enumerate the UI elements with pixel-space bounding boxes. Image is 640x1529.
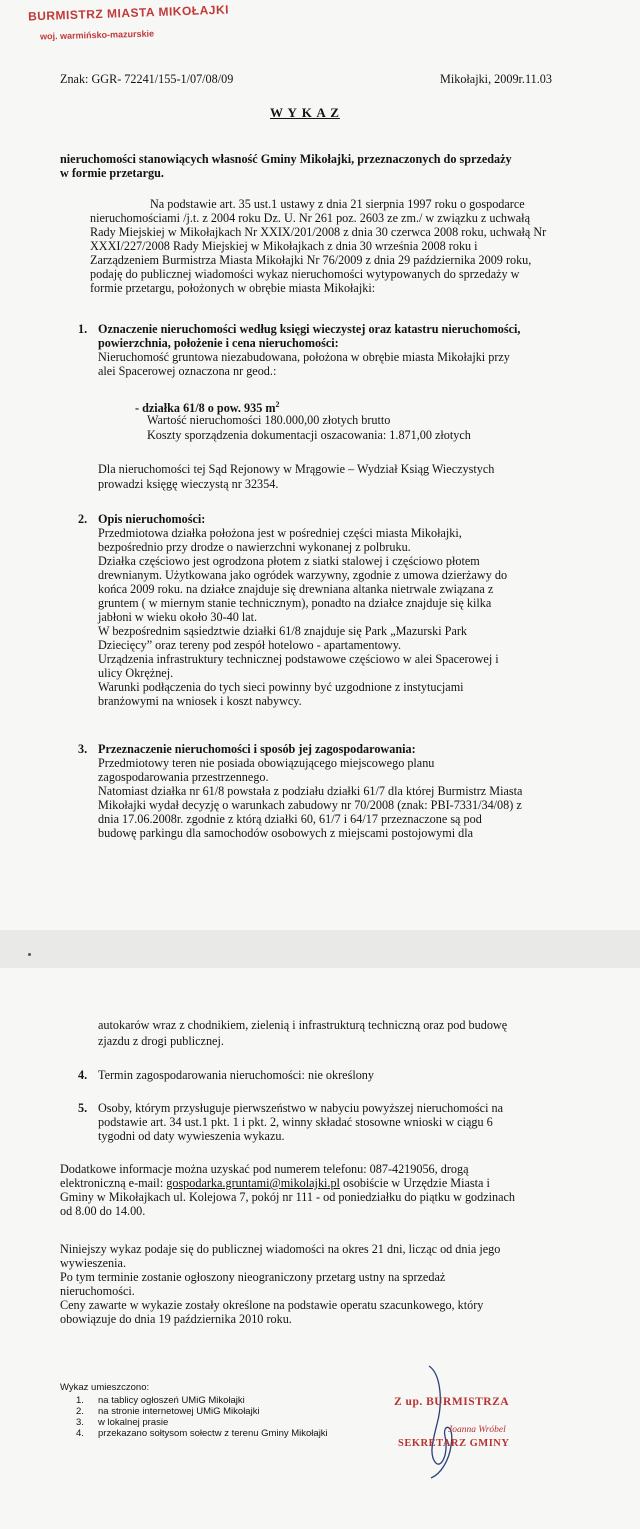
- contact-text: elektroniczną e-mail:: [60, 1176, 167, 1190]
- document-title: W Y K A Z: [270, 105, 340, 120]
- intro-line: nieruchomościami /j.t. z 2004 roku Dz. U. Nr 261 poz. 2603 ze zm./ w związku z uchwałą: [90, 211, 530, 225]
- contact-line: Dodatkowe informacje można uzyskać pod numerem telefonu: 087-4219056, drogą: [60, 1162, 469, 1176]
- contact-line: od 8.00 do 14.00.: [60, 1204, 146, 1218]
- section-3-heading: Przeznaczenie nieruchomości i sposób jej zagospodarowania:: [98, 742, 416, 756]
- section-1-line: Nieruchomość gruntowa niezabudowana, położona w obrębie miasta Mikołajki przy: [98, 350, 510, 364]
- section-2-line: gruntem ( w miernym stanie technicznym), ponadto na działce znajduje się kilka: [98, 596, 492, 610]
- land-register-line: Dla nieruchomości tej Sąd Rejonowy w Mrągowie – Wydział Ksiąg Wieczystych: [98, 462, 495, 476]
- section-1-line: alei Spacerowej oznaczona nr geod.:: [98, 364, 277, 378]
- section-3-line: Mikołajki wydał decyzję o warunkach zabudowy nr 70/2008 (znak: PBI-7331/34/08) z: [98, 798, 522, 812]
- section-2-line: Przedmiotowa działka położona jest w pośredniej części miasta Mikołajki,: [98, 526, 462, 540]
- section-2-line: branżowymi na wniosek i koszt nabywcy.: [98, 694, 302, 708]
- closing-line: obowiązuje do dnia 19 października 2010 roku.: [60, 1312, 292, 1326]
- section-2-heading: Opis nieruchomości:: [98, 512, 206, 526]
- intro-line: Zarządzeniem Burmistrza Miasta Mikołajki Nr 76/2009 z dnia 29 października 2009 roku,: [90, 253, 532, 267]
- section-5-line: Osoby, którym przysługuje pierwszeństwo w nabyciu powyższej nieruchomości na: [98, 1101, 504, 1115]
- superscript: 2: [275, 400, 280, 409]
- section-2-line: ulicy Okrężnej.: [98, 666, 174, 680]
- land-register-line: prowadzi księgę wieczystą nr 32354.: [98, 477, 279, 491]
- section-2-number: 2.: [78, 512, 88, 526]
- placement-item: [60, 1406, 380, 1417]
- contact-line: Gminy w Mikołajkach ul. Kolejowa 7, pokój nr 111 - od poniedziałku do piątku w godzinach: [60, 1190, 516, 1204]
- placement-heading: Wykaz umieszczono:: [60, 1382, 150, 1393]
- section-1-number: 1.: [78, 322, 88, 336]
- signature-line-1: Z up. BURMISTRZA: [394, 1396, 510, 1408]
- placement-item: [60, 1428, 380, 1439]
- placement-item: [60, 1395, 380, 1406]
- property-value: Wartość nieruchomości 180.000,00 złotych brutto: [147, 413, 391, 427]
- intro-line: XXXI/227/2008 Rady Miejskiej w Mikołajkach z dnia 30 września 2008 roku i: [90, 239, 478, 253]
- section-2-line: Dziecięcy” oraz tereny pod zespół hotelowo - apartamentowy.: [98, 638, 402, 652]
- placement-item-number: 2.: [76, 1406, 84, 1417]
- subtitle: [60, 152, 580, 180]
- closing-line: Ceny zawarte w wykazie zostały określone na podstawie operatu szacunkowego, który: [60, 1298, 484, 1312]
- section-3-line: zjazdu z drogi publicznej.: [98, 1034, 224, 1048]
- section-3-line: Przedmiotowy teren nie posiada obowiązującego miejscowego planu: [98, 756, 435, 770]
- closing-line: Po tym terminie zostanie ogłoszony nieograniczony przetarg ustny na sprzedaż: [60, 1270, 446, 1284]
- section-3-number: 3.: [78, 742, 88, 756]
- intro-line: Na podstawie art. 35 ust.1 ustawy z dnia 21 sierpnia 1997 roku o gospodarce: [150, 197, 525, 211]
- section-3-line: budowę parkingu dla samochodów osobowych z miejscami postojowymi dla: [98, 826, 474, 840]
- intro-line: formie przetargu, położonych w obrębie miasta Mikołajki:: [90, 281, 376, 295]
- section-2: [98, 512, 588, 708]
- contact-info: [60, 1162, 590, 1218]
- signature-title: SEKRETARZ GMINY: [398, 1438, 510, 1449]
- email-link[interactable]: gospodarka.gruntami@mikolajki.pl: [166, 1176, 340, 1190]
- intro-line: Rady Miejskiej w Mikołajkach Nr XXIX/201/2008 z dnia 30 czerwca 2008 roku, uchwałą Nr: [90, 225, 547, 239]
- section-5-number: 5.: [78, 1101, 88, 1115]
- contact-text: osobiście w Urzędzie Miasta i: [339, 1176, 490, 1190]
- signature-name: Joanna Wróbel: [448, 1425, 506, 1435]
- section-4-text: Termin zagospodarowania nieruchomości: nie określony: [98, 1068, 374, 1082]
- section-5-line: podstawie art. 34 ust.1 pkt. 1 i pkt. 2, winny składać stosowne wnioski w ciągu 6: [98, 1115, 493, 1129]
- document-date: Mikołajki, 2009r.11.03: [440, 72, 552, 86]
- section-1-heading: Oznaczenie nieruchomości według księgi wieczystej oraz katastru nieruchomości,: [98, 322, 521, 336]
- subtitle-line: nieruchomości stanowiących własność Gminy Mikołajki, przeznaczonych do sprzedaży: [60, 152, 512, 166]
- section-5: [98, 1101, 588, 1143]
- contact-line: [60, 1176, 590, 1190]
- section-2-line: Działka częściowo jest ogrodzona płotem z siatki stalowej i częściowo płotem: [98, 554, 480, 568]
- section-1-heading: powierzchnia, położenie i cena nieruchomości:: [98, 336, 339, 350]
- closing-notes: [60, 1242, 590, 1326]
- section-2-line: końca 2009 roku. na działce znajduje się drewniana altanka nietrwale związana z: [98, 582, 494, 596]
- office-stamp-line2: woj. warmińsko-mazurskie: [39, 28, 155, 42]
- closing-line: wywieszenia.: [60, 1256, 126, 1270]
- section-3-line: autokarów wraz z chodnikiem, zielenią i infrastrukturą techniczną oraz pod budowę: [98, 1018, 508, 1032]
- section-2-line: Urządzenia infrastruktury technicznej podstawowe częściowo w alei Spacerowej i: [98, 652, 499, 666]
- reference-number: Znak: GGR- 72241/155-1/07/08/09: [60, 72, 234, 86]
- section-3-line: dnia 17.06.2008r. zgodnie z którą działki 60, 61/7 i 64/17 przeznaczone są pod: [98, 812, 482, 826]
- subtitle-line: w formie przetargu.: [60, 166, 164, 180]
- placement-item-text: na tablicy ogłoszeń UMiG Mikołajki: [98, 1395, 245, 1406]
- section-2-line: W bezpośrednim sąsiedztwie działki 61/8 znajduje się Park „Mazurski Park: [98, 624, 468, 638]
- placement-item-text: na stronie internetowej UMiG Mikołajki: [98, 1406, 260, 1417]
- closing-line: Niniejszy wykaz podaje się do publicznej wiadomości na okres 21 dni, licząc od dnia jego: [60, 1242, 501, 1256]
- closing-line: nieruchomości.: [60, 1284, 135, 1298]
- handwritten-signature: [415, 1362, 475, 1482]
- section-4-number: 4.: [78, 1068, 88, 1082]
- section-5-line: tygodni od daty wywieszenia wykazu.: [98, 1129, 285, 1143]
- section-2-line: jabłoni w wieku około 30-40 lat.: [98, 610, 258, 624]
- section-3: [98, 742, 588, 840]
- intro-paragraph: [60, 197, 580, 295]
- placement-item-number: 3.: [76, 1417, 84, 1428]
- placement-item: [60, 1417, 380, 1428]
- intro-line: podaję do publicznej wiadomości wykaz nieruchomości wytypowanych do sprzedaży w: [90, 267, 520, 281]
- placement-list: [60, 1382, 380, 1439]
- placement-item-text: przekazano sołtysom sołectw z terenu Gminy Mikołajki: [98, 1428, 328, 1439]
- section-2-line: Warunki podłączenia do tych sieci powinny być uzgodnione z instytucjami: [98, 680, 464, 694]
- section-1: [98, 322, 588, 378]
- placement-item-number: 4.: [76, 1428, 84, 1439]
- scan-speck: [28, 953, 31, 956]
- plot-text: - działka 61/8 o pow. 935 m: [135, 401, 276, 416]
- section-2-line: bezpośrednio przy drodze o nawierzchni wykonanej z polbruku.: [98, 540, 411, 554]
- placement-item-text: w lokalnej prasie: [98, 1417, 169, 1428]
- valuation-cost: Koszty sporządzenia dokumentacji oszacowania: 1.871,00 złotych: [147, 428, 471, 442]
- office-stamp-line1: BURMISTRZ MIASTA MIKOŁAJKI: [27, 2, 230, 24]
- section-2-line: drewnianym. Użytkowana jako ogródek warzywny, zgodnie z umowa dzierżawy do: [98, 568, 508, 582]
- placement-item-number: 1.: [76, 1395, 84, 1406]
- section-3-line: zagospodarowania przestrzennego.: [98, 770, 269, 784]
- section-3-line: Natomiast działka nr 61/8 powstała z podziału działki 61/7 dla której Burmistrz Miasta: [98, 784, 523, 798]
